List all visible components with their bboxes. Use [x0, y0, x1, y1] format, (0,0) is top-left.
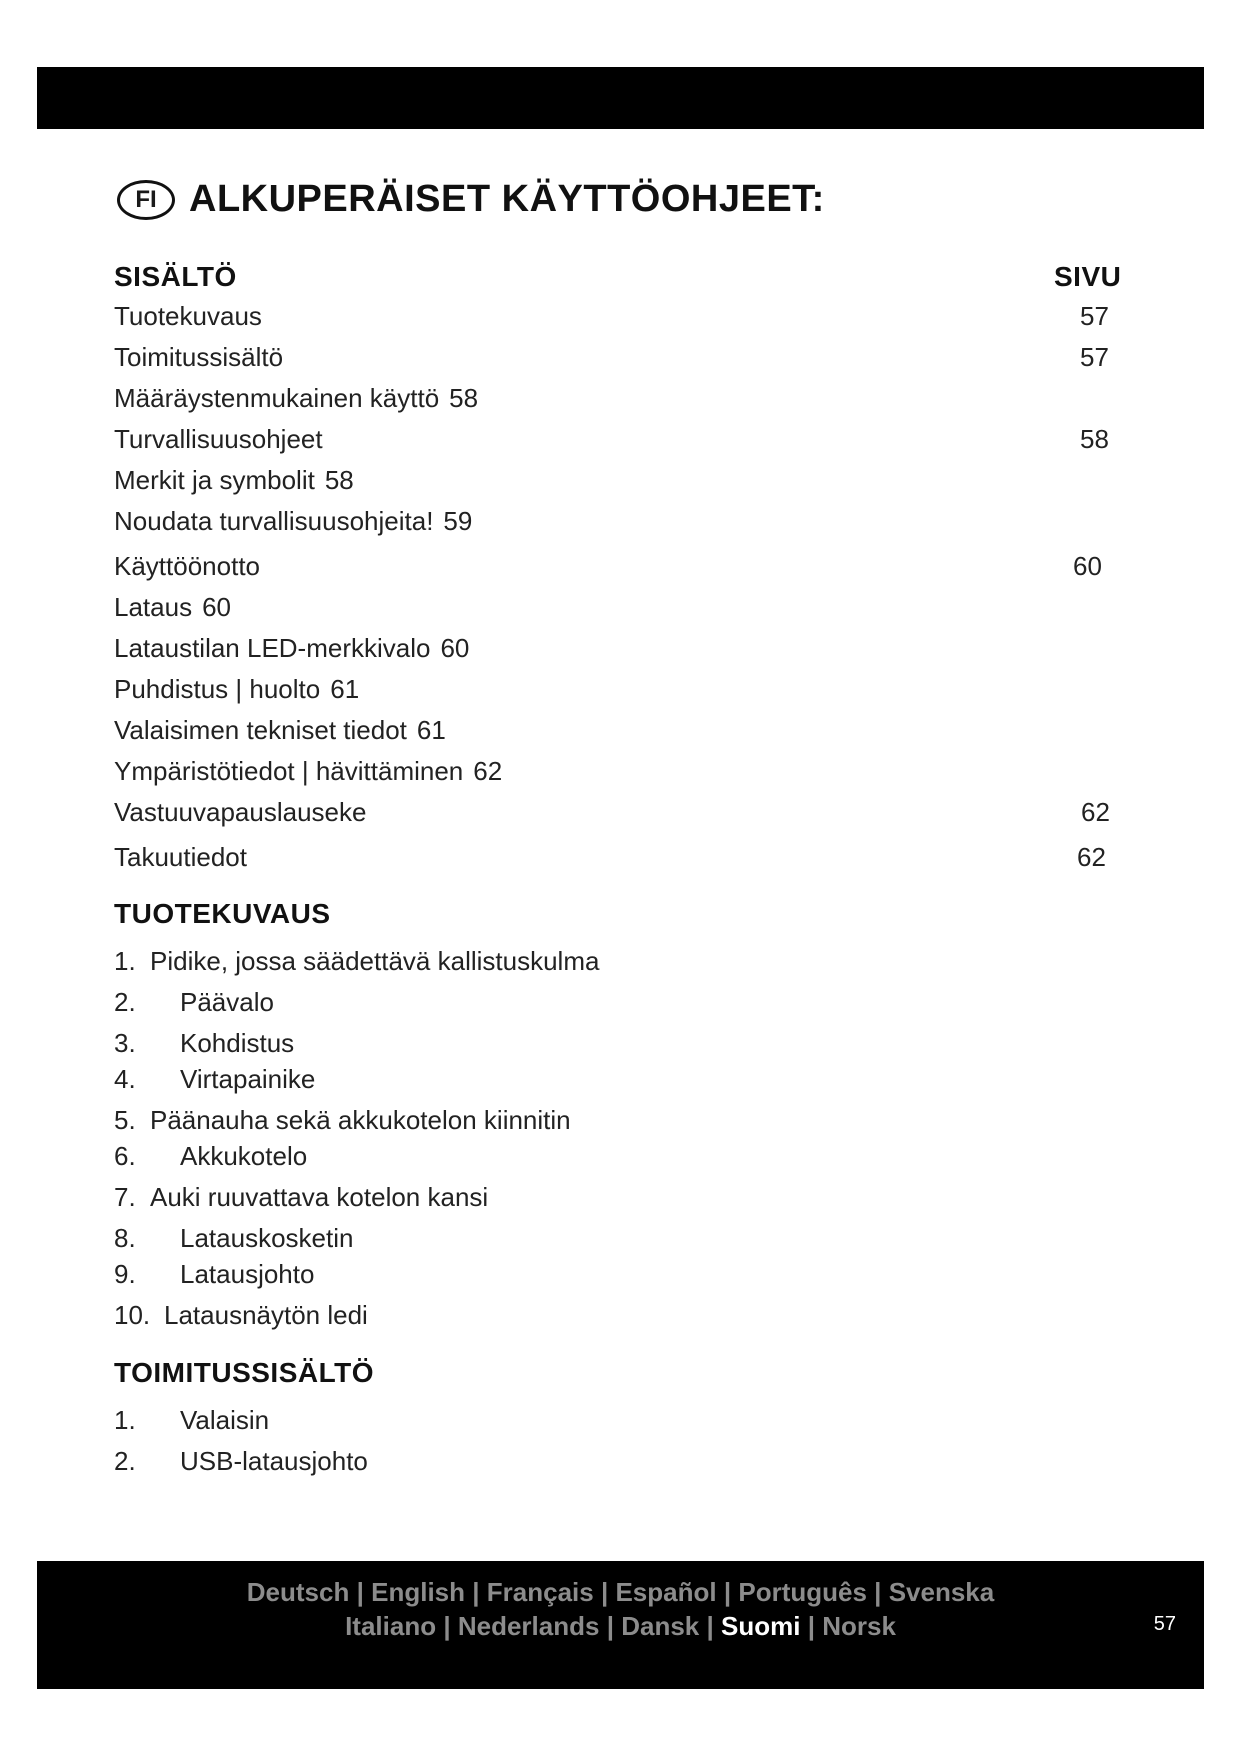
list-item: 2. Päävalo	[114, 987, 274, 1017]
page-title: ALKUPERÄISET KÄYTTÖOHJEET:	[189, 178, 825, 220]
toc-entry: Merkit ja symbolit 58	[114, 465, 354, 495]
lang-link-dansk[interactable]: Dansk	[621, 1611, 700, 1641]
toc-entry: Puhdistus | huolto 61	[114, 674, 360, 704]
toc-page: 60	[440, 633, 470, 663]
lang-link-norsk[interactable]: Norsk	[822, 1611, 896, 1641]
toc-page-heading: SIVU	[1054, 261, 1122, 292]
toc-page: 62	[1081, 797, 1110, 827]
delivery-heading: TOIMITUSSISÄLTÖ	[114, 1357, 375, 1388]
list-item: 1. Valaisin	[114, 1405, 270, 1435]
lang-link-francais[interactable]: Français	[486, 1577, 594, 1607]
list-item: 8. Latauskosketin	[114, 1223, 354, 1253]
lang-separator: |	[807, 1611, 815, 1641]
toc-page: 58	[1080, 424, 1109, 454]
toc-entry: Valaisimen tekniset tiedot 61	[114, 715, 446, 745]
toc-page: 60	[202, 592, 231, 622]
lang-link-svenska[interactable]: Svenska	[888, 1577, 995, 1607]
toc-entry: Lataus 60	[114, 592, 231, 622]
footer-bar	[37, 1561, 1204, 1689]
language-links-row-1	[37, 1577, 1204, 1608]
toc-page: 59	[443, 506, 473, 536]
toc-entry: Määräystenmukainen käyttö 58	[114, 383, 479, 413]
toc-page: 58	[324, 465, 354, 495]
lang-separator: |	[606, 1611, 614, 1641]
lang-separator: |	[706, 1611, 714, 1641]
list-item: 9. Latausjohto	[114, 1259, 315, 1289]
title-row	[117, 178, 825, 221]
lang-link-deutsch[interactable]: Deutsch	[246, 1577, 350, 1607]
list-item: 3. Kohdistus	[114, 1028, 295, 1058]
product-heading: TUOTEKUVAUS	[114, 898, 331, 929]
toc-entry: Vastuuvapauslauseke	[114, 797, 367, 827]
toc-entry: Toimitussisältö	[114, 342, 284, 372]
lang-link-english[interactable]: English	[371, 1577, 466, 1607]
lang-separator: |	[472, 1577, 480, 1607]
lang-separator: |	[443, 1611, 451, 1641]
toc-page: 61	[416, 715, 446, 745]
toc-page: 61	[330, 674, 360, 704]
lang-link-nederlands[interactable]: Nederlands	[457, 1611, 600, 1641]
toc-heading: SISÄLTÖ	[114, 261, 237, 292]
toc-entry: Ympäristötiedot | hävittäminen 62	[114, 756, 503, 786]
toc-entry: Tuotekuvaus	[114, 301, 262, 331]
language-links-row-2	[37, 1611, 1204, 1642]
language-badge: FI	[117, 180, 175, 220]
list-item: 5. Päänauha sekä akkukotelon kiinnitin	[114, 1105, 571, 1135]
page-number: 57	[1153, 1613, 1176, 1635]
lang-link-espanol[interactable]: Español	[615, 1577, 717, 1607]
list-item: 10. Latausnäytön ledi	[114, 1300, 368, 1330]
toc-page: 62	[1077, 842, 1106, 872]
toc-page: 58	[449, 383, 479, 413]
toc-entry: Käyttöönotto	[114, 551, 260, 581]
lang-link-suomi-current[interactable]: Suomi	[721, 1611, 801, 1641]
list-item: 6. Akkukotelo	[114, 1141, 308, 1171]
toc-page: 57	[1080, 301, 1109, 331]
lang-link-italiano[interactable]: Italiano	[345, 1611, 437, 1641]
toc-entry: Lataustilan LED-merkkivalo 60	[114, 633, 470, 663]
list-item: 1. Pidike, jossa säädettävä kallistuskulma	[114, 946, 600, 976]
toc-entry: Noudata turvallisuusohjeita! 59	[114, 506, 473, 536]
list-item: 7. Auki ruuvattava kotelon kansi	[114, 1182, 489, 1212]
toc-page: 60	[1073, 551, 1102, 581]
lang-link-portugues[interactable]: Português	[738, 1577, 867, 1607]
top-bar	[37, 67, 1204, 129]
toc-entry: Turvallisuusohjeet	[114, 424, 323, 454]
list-item: 4. Virtapainike	[114, 1064, 316, 1094]
toc-page: 57	[1080, 342, 1109, 372]
lang-separator: |	[600, 1577, 609, 1607]
lang-separator: |	[356, 1577, 364, 1607]
list-item: 2. USB-latausjohto	[114, 1446, 368, 1476]
lang-separator: |	[874, 1577, 882, 1607]
lang-separator: |	[723, 1577, 732, 1607]
toc-page: 62	[473, 756, 503, 786]
toc-entry: Takuutiedot	[114, 842, 247, 872]
